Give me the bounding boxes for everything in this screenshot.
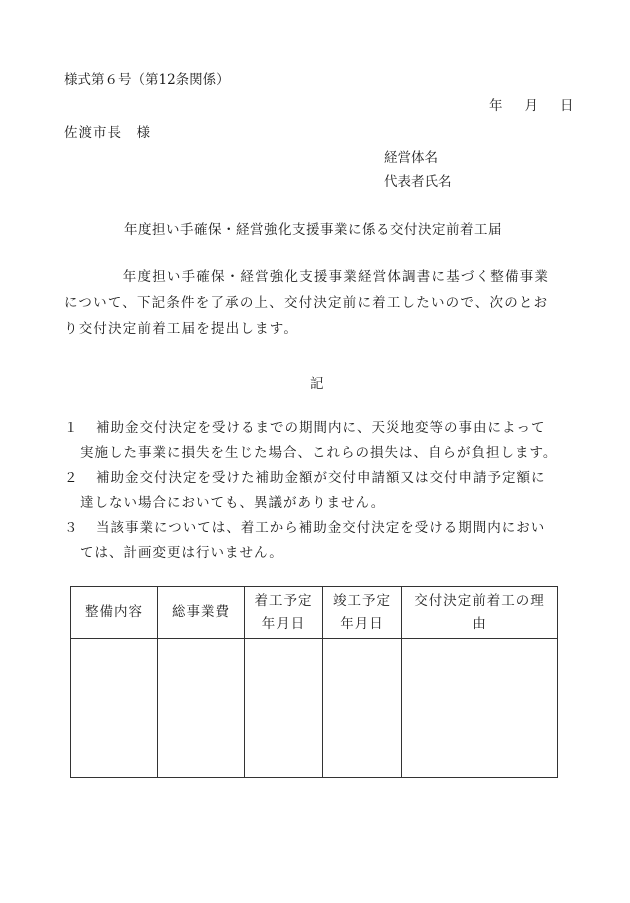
applicant-block [384,146,452,194]
table-cell [71,639,158,778]
body-line: 年度担い手確保・経営強化支援事業経営体調書に基づく整備事業 [64,269,550,285]
document-title: 年度担い手確保・経営強化支援事業に係る交付決定前着工届 [124,222,502,238]
org-name-label: 経営体名 [384,150,438,166]
condition-number: ３ [64,520,79,536]
condition-text: ては、計画変更は行いません。 [80,545,284,561]
body-line: について、下記条件を了承の上、交付決定前に着工したいので、次のとお [64,295,549,311]
body-line: り交付決定前着工届を提出します。 [64,321,299,337]
form-number: 様式第６号（第12条関係） [64,72,230,88]
header-cell-start-date [245,587,323,639]
header-text: 交付決定前着工の理 [414,592,545,609]
date-line [489,94,574,114]
header-cell-reason [402,587,558,639]
table-cell [245,639,323,778]
condition-text: 達しない場合においても、異議がありません。 [80,495,386,511]
condition-text: 実施した事業に損失を生じた場合、これらの損失は、自らが負担します。 [80,445,558,461]
header-cell-cost [158,587,245,639]
condition-item [64,416,584,466]
table-cell [158,639,245,778]
header-text: 整備内容 [85,604,143,620]
condition-text: 補助金交付決定を受けた補助金額が交付申請額又は交付申請予定額に [96,470,546,486]
conditions-list [64,416,584,566]
representative-name-label: 代表者氏名 [384,174,452,190]
header-text: 由 [472,615,487,632]
condition-text: 補助金交付決定を受けるまでの期間内に、天災地変等の事由によって [96,420,546,436]
date-year-label: 年 [489,98,503,114]
condition-number: １ [64,420,79,436]
header-text: 着工予定 [254,592,313,609]
date-month-label: 月 [524,98,538,114]
header-text: 年月日 [340,615,384,632]
condition-number: ２ [64,470,79,486]
addressee: 佐渡市長 様 [64,125,151,141]
condition-item [64,516,584,566]
header-cell-completion-date [323,587,402,639]
table-header-row [71,587,558,639]
table-cell [323,639,402,778]
header-cell-content [71,587,158,639]
header-text: 総事業費 [172,604,230,620]
ki-heading: 記 [310,376,324,392]
header-text: 年月日 [261,615,306,632]
project-table [70,586,558,778]
condition-text: 当該事業については、着工から補助金交付決定を受ける期間内におい [96,520,546,536]
condition-item [64,466,584,516]
header-text: 竣工予定 [333,592,391,609]
date-day-label: 日 [560,98,574,114]
body-paragraph [64,264,584,342]
table-cell [402,639,558,778]
table-row [71,639,558,778]
